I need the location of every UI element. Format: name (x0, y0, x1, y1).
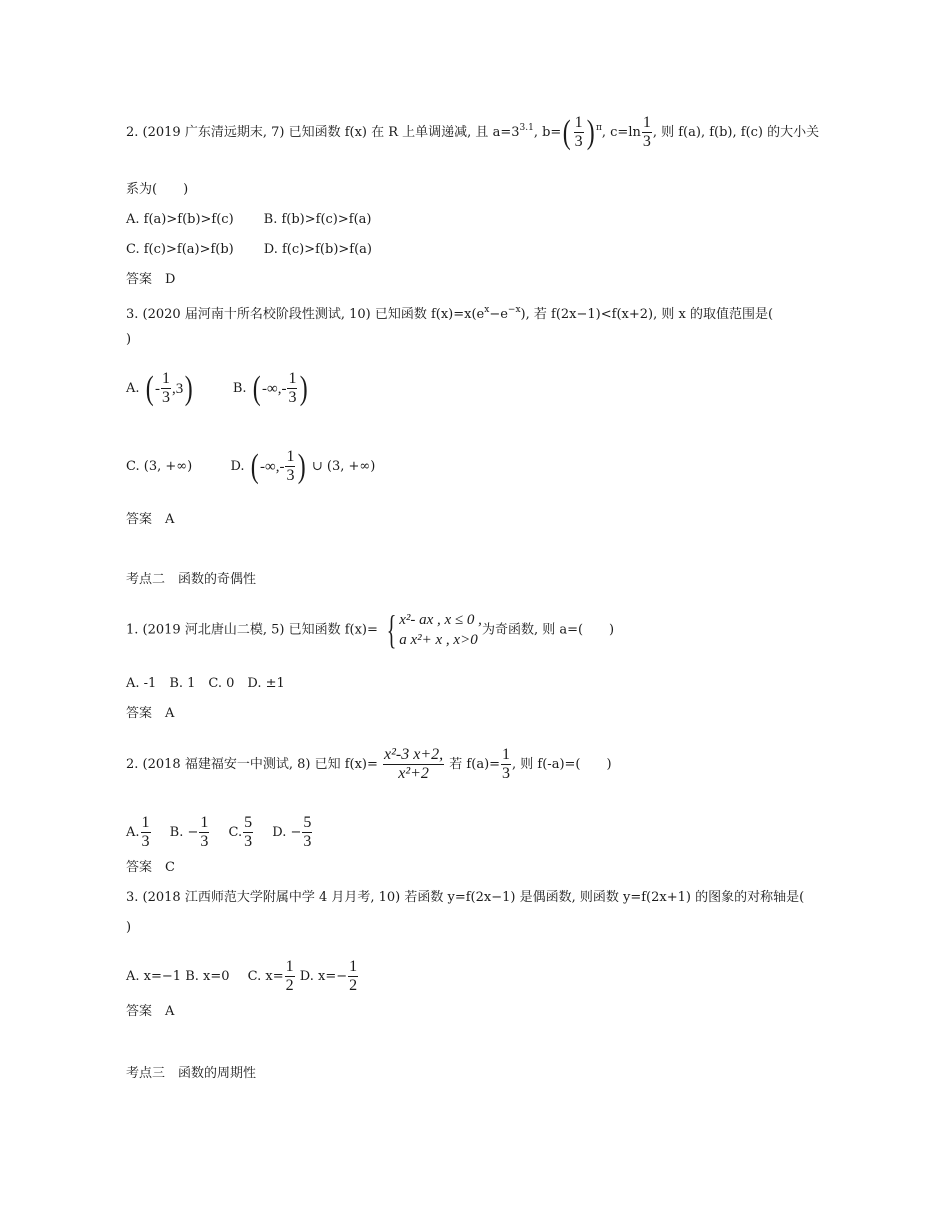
piecewise-function: { x²- ax , x ≤ 0 , a x²+ x , x>0 (386, 607, 482, 652)
question-3-stem-cont: ) (126, 332, 132, 347)
question-2-stem-cont: 系为( ) (126, 182, 189, 197)
parity-question-2-options: A. $\frac{1}{3}$ B. − $\frac{1}{3}$ C. $\frac{5}{3}$ D. − $\frac{5}{3}$ (126, 814, 312, 850)
question-3-stem: 3. (2020 届河南十所名校阶段性测试, 10) 已知函数 $f(x)=x(e^x-e^{-x})$, 若 f(2x−1)<f(x+2), 则 x 的取值范围是( (126, 305, 774, 322)
question-2-options-row2: C. f(c)>f(a)>f(b) D. f(c)>f(b)>f(a) (126, 242, 372, 257)
fraction-one-third-paren: ( 1 3 ) (562, 113, 595, 151)
question-2-answer: 答案 D (126, 272, 176, 287)
section-heading-periodicity: 考点三 函数的周期性 (126, 1066, 257, 1081)
question-2-options-row1: A. f(a)>f(b)>f(c) B. f(b)>f(c)>f(a) (126, 212, 372, 227)
fraction-one-third: $\frac{1}{3}$ (502, 746, 511, 782)
option-b-interval: ( -∞,- 1 3 ) (252, 369, 309, 407)
fraction-one-third: $\frac{1}{3}$ (642, 114, 651, 150)
parity-question-1-options: A. -1 B. 1 C. 0 D. ±1 (126, 676, 285, 691)
question-3-options-cd: C. (3, +∞) D. ( -∞,- 1 3 ) ∪ (3, +∞) (126, 447, 376, 485)
rational-function-fraction: $\frac{\text{x²-3 x+2,}}{\text{x²+2}}$ (384, 746, 444, 782)
parity-question-2-answer: 答案 C (126, 860, 175, 875)
parity-question-3-options: A. x=−1 B. x=0 C. x= $\frac{1}{2}$ D. x=− $\frac{1}{2}$ (126, 958, 358, 994)
option-d-interval: ( -∞,- 1 3 ) (250, 447, 307, 485)
parity-question-1-answer: 答案 A (126, 706, 175, 721)
option-a-interval: ( - 1 3 ,3 ) (145, 369, 193, 407)
question-3-answer: 答案 A (126, 512, 175, 527)
parity-question-3-stem-cont: ) (126, 920, 132, 935)
parity-question-1-stem: 1. (2019 河北唐山二模, 5) 已知函数 f(x)= { x²- ax , x ≤ 0 , a x²+ x , x>0 为奇函数, 则 a=( ) (126, 607, 615, 652)
question-3-options-ab: A. ( - 1 3 ,3 ) B. ( -∞,- 1 3 ) (126, 369, 309, 407)
section-heading-parity: 考点二 函数的奇偶性 (126, 572, 257, 587)
parity-question-3-answer: 答案 A (126, 1004, 175, 1019)
parity-question-2-stem: 2. (2018 福建福安一中测试, 8) 已知 f(x)= $\frac{\text{x²-3 x+2,}}{\text{x²+2}}$ 若 f(a)= $\frac{1}{3}$ , 则 f(-a)=( ) (126, 746, 612, 782)
parity-question-3-stem: 3. (2018 江西师范大学附属中学 4 月月考, 10) 若函数 y=f(2x−1) 是偶函数, 则函数 y=f(2x+1) 的图象的对称轴是( (126, 890, 805, 905)
question-2-stem: 2. (2019 广东清远期末, 7) 已知函数 f(x) 在 R 上单调递减, 且 $a=3^{3.1}$, b= ( 1 3 ) $^\pi$, c=ln $\frac{1}{3}$ , 则 f(a), f(b), f(c) 的大小关 (126, 113, 820, 151)
